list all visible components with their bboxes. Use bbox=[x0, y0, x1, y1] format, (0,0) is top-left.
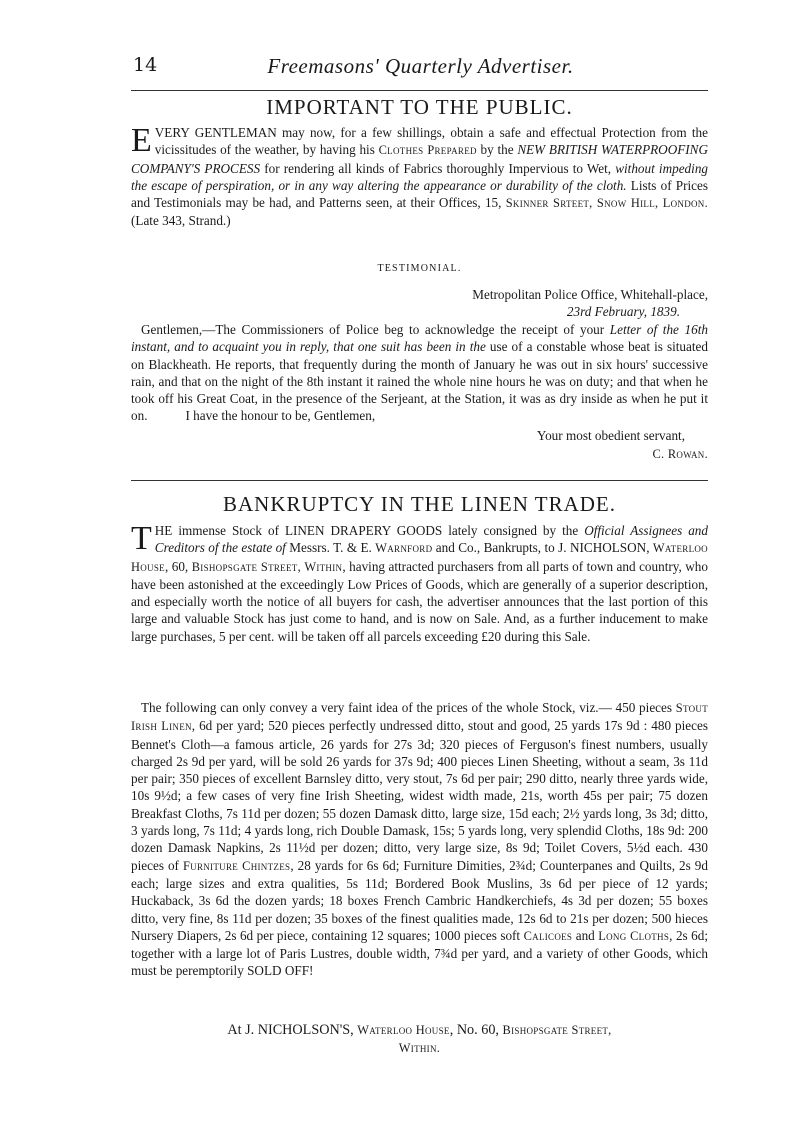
section1-heading: IMPORTANT TO THE PUBLIC. bbox=[266, 95, 573, 119]
testimonial-label: TESTIMONIAL. bbox=[377, 263, 462, 274]
testimonial-letter: Gentlemen,—The Commissioners of Police beg to acknowledge the receipt of your Letter of the 16th instant, and to acquaint you in reply, that one suit has been in the use of a constable whose beat is situated on Blackheath. He reports, that frequently during the month of January he was out in six hours' successive rain, and that on the night of the 8th instant it rained the whole nine hours he was on duty; and that when he took off his Great Coat, in the presence of the Serjeant, at the Station, it was as dry inside as when he put it on. I have the honour to be, Gentlemen, bbox=[131, 322, 708, 424]
page-number: 14 bbox=[133, 54, 158, 76]
dropcap-t: T bbox=[131, 520, 152, 557]
page-header bbox=[133, 52, 708, 82]
linen-sale-intro: THE immense Stock of LINEN DRAPERY GOODS lately consigned by the Official Assignees and Creditors of the estate of Messrs. T. & E. Warnford and Co., Bankrupts, to J. NICHOLSON, Waterloo House, 60, Bishopsgate Street, Within, having attracted purchasers from all parts of town and country, who have been astonished at the exceedingly Low Prices of Goods, which are generally of a superior description, and especially worth the notice of all buyers for cash, the advertiser announces that the last portion of this large and valuable Stock has just come to hand, and is now on Sale. And, as a further inducement to make large purchases, 5 per cent. will be taken off all parcels exceeding £20 during this Sale. bbox=[131, 520, 708, 644]
letter-date: 23rd February, 1839. bbox=[566, 304, 680, 319]
shop-address bbox=[131, 1021, 708, 1057]
letter-header bbox=[472, 286, 708, 320]
letter-closing: Your most obedient servant, bbox=[536, 428, 685, 443]
section-divider bbox=[131, 480, 708, 481]
linen-price-list: The following can only convey a very faint idea of the prices of the whole Stock, viz.— 450 pieces Stout Irish Linen, 6d per yard; 520 pieces perfectly undressed ditto, stout and good, 25 yards 17s 9d : 480 pieces Bennet's Cloth—a famous article, 26 yards for 27s 3d; 320 pieces of Ferguson's finest numbers, usually charged 2s 9d per yard, will be sold 26 yards for 37s 9d; 400 pieces Linen Sheeting, without a seam, 3s 11d per pair; 350 pieces of excellent Barnsley ditto, very stout, 7s 6d per pair; 290 ditto, nearly three yards wide, 10s 9½d; a few cases of very fine Irish Sheeting, widest width made, 21s, worth 45s per pair; 75 dozen Breakfast Cloths, 7s 11d per dozen; 55 dozen Damask ditto, large size, 15d each; 2½ yards long, 3s 3d; ditto, 3 yards long, 7s 11d; 4 yards long, rich Double Damask, 15s; 5 yards long, very splendid Cloths, 18s 9d: 200 dozen Damask Napkins, 2s 11½d per dozen; ditto, very large size, 8s 9d; Toilet Covers, 5½d each. 430 pieces of Furniture Chintzes, 28 yards for 6s 6d; Furniture Dimities, 2¾d; Counterpanes and Quilts, 2s 9d each; large sizes and extra qualities, 5s 11d; Bordered Book Muslins, 3s 6d per piece of 12 yards; Huckaback, 3s 6d the dozen yards; 18 boxes French Cambric Handkerchiefs, 4s 3d per dozen; 55 boxes ditto, very fine, 8s 11d per dozen; 35 boxes of the finest qualities made, 12s 6d to 21s per dozen; 500 hieces Nursery Diapers, 2s 6d per piece, containing 12 squares; 1000 pieces soft Calicoes and Long Cloths, 2s 6d; together with a large lot of Paris Lustres, double width, 7¾d per yard, and a variety of other Goods, which must be peremptorily SOLD OFF! bbox=[131, 700, 709, 979]
section2-heading: BANKRUPTCY IN THE LINEN TRADE. bbox=[222, 492, 617, 516]
letter-from: Metropolitan Police Office, Whitehall-place, bbox=[472, 287, 708, 302]
header-rule bbox=[131, 90, 708, 91]
waterproofing-advert: EVERY GENTLEMAN may now, for a few shillings, obtain a safe and effectual Protection from the vicissitudes of the weather, by having his Clothes Prepared by the NEW BRITISH WATERPROOFING COMPANY'S PROCESS for rendering all kinds of Fabrics thoroughly Impervious to Wet, without impeding the escape of perspiration, or in any way altering the appearance or durability of the cloth. Lists of Prices and Testimonials may be had, and Patterns seen, at their Offices, 15, Skinner Srteet, Snow Hill, London. (Late 343, Strand.) bbox=[131, 122, 709, 229]
shop-address-line1: At J. NICHOLSON'S, Waterloo House, No. 60, Bishopsgate Street, bbox=[227, 1022, 612, 1038]
shop-address-line2: Within. bbox=[398, 1041, 441, 1055]
running-title: Freemasons' Quarterly Advertiser. bbox=[267, 54, 574, 78]
dropcap-e: E bbox=[131, 122, 152, 159]
letter-signature: C. Rowan. bbox=[652, 447, 708, 461]
